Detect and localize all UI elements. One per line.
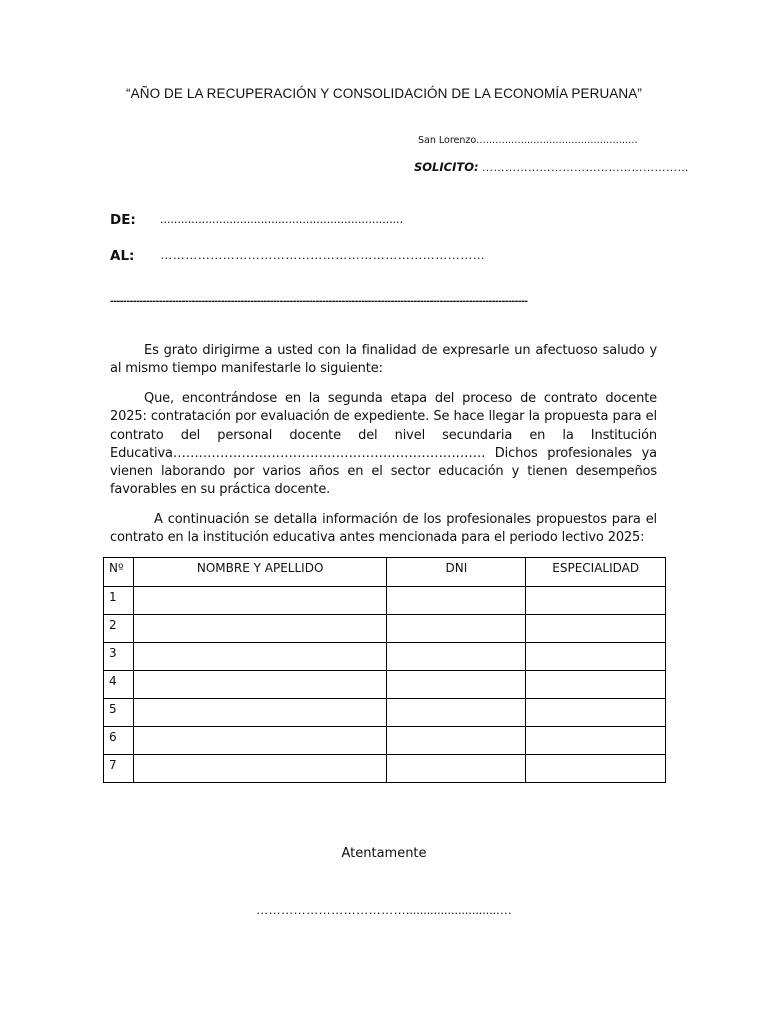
name-cell[interactable] (133, 587, 386, 615)
dni-cell[interactable] (387, 727, 526, 755)
paragraph-greeting: Es grato dirigirme a usted con la finalidad de expresarle un afectuoso saludo y al mismo tiempo manifestarle lo siguiente: (110, 343, 657, 377)
al-dots: …………………………………………………………………… (160, 248, 485, 262)
al-label: AL: (110, 248, 135, 264)
separator-line: -------------------------------------------------------------------------------------------------------------------------------- (110, 295, 528, 307)
header-specialty: ESPECIALIDAD (526, 558, 666, 587)
de-line (110, 212, 404, 228)
specialty-cell[interactable] (526, 755, 666, 783)
table-row (104, 699, 666, 727)
specialty-cell[interactable] (526, 587, 666, 615)
specialty-cell[interactable] (526, 699, 666, 727)
specialty-cell[interactable] (526, 727, 666, 755)
specialty-cell[interactable] (526, 671, 666, 699)
dni-cell[interactable] (387, 587, 526, 615)
dni-cell[interactable] (387, 755, 526, 783)
table-header-row (104, 558, 666, 587)
signature-line: ………………………………...........................… (255, 903, 513, 917)
table-row (104, 615, 666, 643)
row-number: 6 (104, 727, 134, 755)
dni-cell[interactable] (387, 643, 526, 671)
name-cell[interactable] (133, 755, 386, 783)
row-number: 5 (104, 699, 134, 727)
solicito-dots: ……………………………………………… (478, 162, 689, 174)
specialty-cell[interactable] (526, 615, 666, 643)
dni-cell[interactable] (387, 699, 526, 727)
paragraph-details: A continuación se detalla información de los profesionales propuestos para el contrato en la institución educativa antes mencionada para el periodo lectivo 2025: (110, 512, 657, 546)
row-number: 7 (104, 755, 134, 783)
name-cell[interactable] (133, 727, 386, 755)
de-label: DE: (110, 212, 136, 228)
table-row (104, 671, 666, 699)
table-row (104, 587, 666, 615)
header-name: NOMBRE Y APELLIDO (133, 558, 386, 587)
dni-cell[interactable] (387, 671, 526, 699)
place-date-line: San Lorenzo…………………………………………… (418, 135, 638, 146)
row-number: 3 (104, 643, 134, 671)
document-title: “AÑO DE LA RECUPERACIÓN Y CONSOLIDACIÓN DE LA ECONOMÍA PERUANA” (126, 86, 642, 101)
de-dots: ...................................................................... (160, 212, 404, 226)
professionals-table (103, 557, 666, 783)
header-dni: DNI (387, 558, 526, 587)
row-number: 4 (104, 671, 134, 699)
name-cell[interactable] (133, 699, 386, 727)
solicito-line (414, 160, 689, 174)
table-row (104, 727, 666, 755)
table-row (104, 755, 666, 783)
dni-cell[interactable] (387, 615, 526, 643)
paragraph-proposal: Que, encontrándose en la segunda etapa del proceso de contrato docente 2025: contratación por evaluación de expediente. Se hace llegar la propuesta para el contrato del personal docente del nivel secundaria en la Institución Educativa………………………………………………………………. Dichos profesionales ya vienen laborando por varios años en el sector educación y tienen desempeños favorables en su práctica docente. (110, 391, 657, 498)
name-cell[interactable] (133, 615, 386, 643)
name-cell[interactable] (133, 671, 386, 699)
table-row (104, 643, 666, 671)
specialty-cell[interactable] (526, 643, 666, 671)
solicito-label: SOLICITO: (414, 160, 479, 174)
closing-text: Atentamente (341, 846, 427, 861)
al-line (110, 248, 485, 264)
name-cell[interactable] (133, 643, 386, 671)
row-number: 2 (104, 615, 134, 643)
row-number: 1 (104, 587, 134, 615)
header-number: Nº (104, 558, 134, 587)
